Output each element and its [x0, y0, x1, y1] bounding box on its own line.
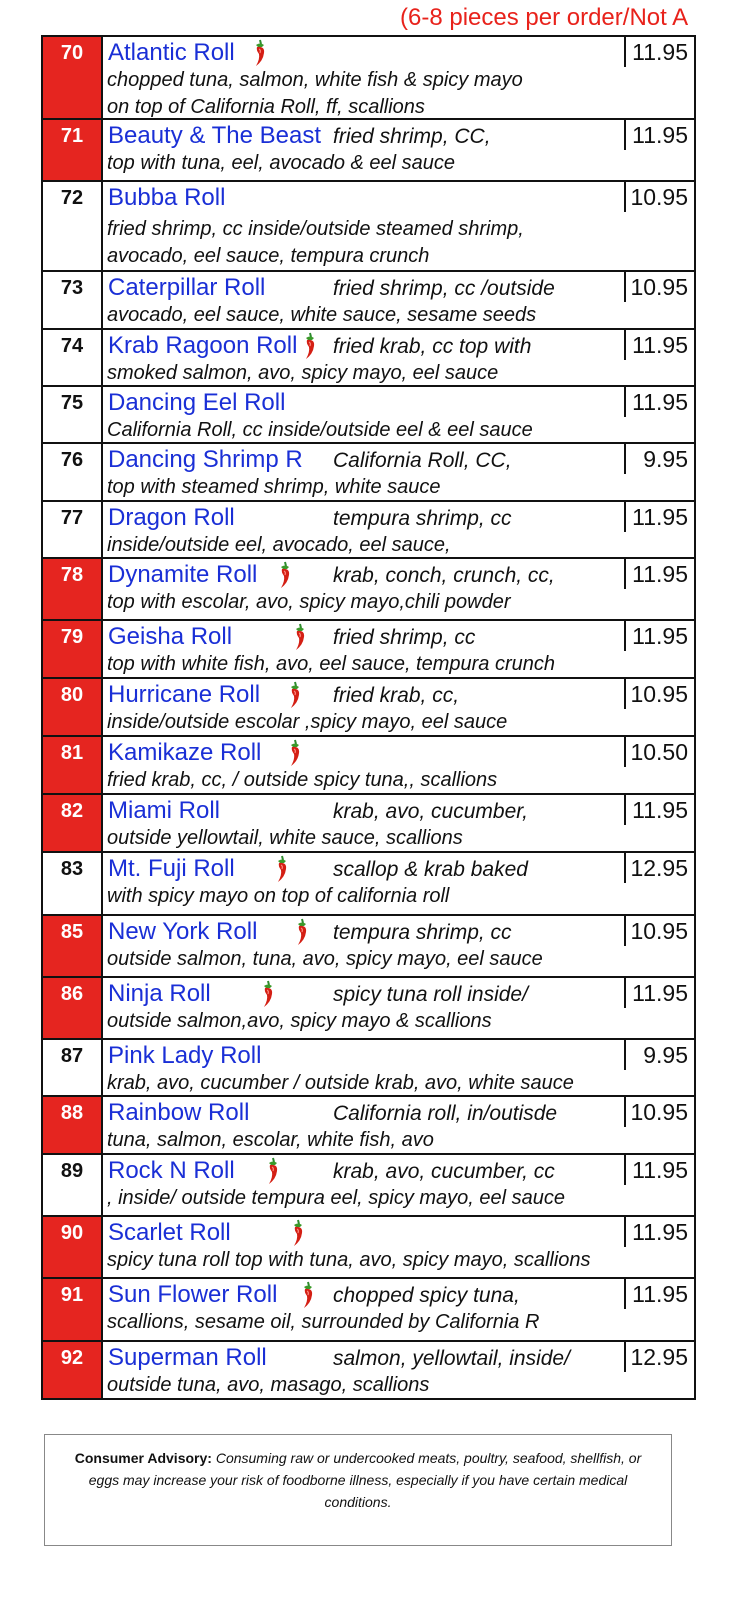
chili-pepper-icon [291, 623, 309, 651]
item-number: 72 [43, 182, 103, 270]
roll-price: 11.95 [624, 1217, 694, 1247]
roll-description: krab, avo, cucumber, cc [333, 1160, 555, 1183]
roll-description: krab, conch, crunch, cc, [333, 564, 555, 587]
menu-row [43, 387, 694, 444]
roll-name: Rock N Roll [108, 1157, 235, 1184]
roll-price: 11.95 [624, 502, 694, 532]
roll-description: fried shrimp, cc /outside [333, 277, 555, 300]
item-number: 78 [43, 559, 103, 619]
roll-name: Pink Lady Roll [108, 1042, 262, 1069]
roll-name: Superman Roll [108, 1344, 267, 1371]
roll-description-continued [107, 651, 694, 680]
item-number: 91 [43, 1279, 103, 1340]
menu-row [43, 272, 694, 330]
roll-price: 10.50 [624, 737, 694, 767]
menu-row [43, 182, 694, 272]
menu-row [43, 1155, 694, 1217]
roll-name: Atlantic Roll [108, 39, 235, 66]
roll-description-continued [107, 474, 694, 503]
description-line: outside tuna, avo, masago, scallions [107, 1374, 430, 1396]
advisory-label: Consumer Advisory: [74, 1450, 216, 1466]
roll-price: 11.95 [624, 978, 694, 1008]
item-number: 73 [43, 272, 103, 328]
menu-row [43, 37, 694, 120]
roll-name: Scarlet Roll [108, 1219, 231, 1246]
roll-description-continued [107, 825, 694, 854]
menu-row [43, 1217, 694, 1279]
roll-price: 10.95 [624, 679, 694, 709]
roll-price: 9.95 [624, 444, 694, 474]
menu-row [43, 120, 694, 182]
menu-row [43, 1279, 694, 1342]
consumer-advisory [44, 1434, 672, 1546]
roll-price: 12.95 [624, 1342, 694, 1372]
item-number: 85 [43, 916, 103, 976]
description-line: fried krab, cc, / outside spicy tuna,, scallions [107, 769, 498, 791]
description-line: top with tuna, eel, avocado & eel sauce [107, 152, 456, 174]
menu-row [43, 559, 694, 621]
order-note: (6-8 pieces per order/Not A [400, 4, 689, 31]
item-number: 74 [43, 330, 103, 385]
item-number: 88 [43, 1097, 103, 1153]
item-number: 92 [43, 1342, 103, 1398]
roll-description-continued [107, 883, 694, 912]
roll-price: 11.95 [624, 330, 694, 360]
roll-price: 10.95 [624, 182, 694, 212]
description-line: outside salmon, tuna, avo, spicy mayo, eel sauce [107, 948, 543, 970]
roll-description-continued [107, 212, 694, 272]
menu-row [43, 330, 694, 387]
item-number: 76 [43, 444, 103, 500]
chili-pepper-icon [299, 1281, 317, 1309]
roll-description-continued [107, 302, 694, 331]
chili-pepper-icon [251, 39, 269, 67]
roll-description: chopped spicy tuna, [333, 1284, 520, 1307]
chili-pepper-icon [286, 739, 304, 767]
roll-name: Dancing Eel Roll [108, 389, 286, 416]
menu-row [43, 679, 694, 737]
description-line: California Roll, cc inside/outside eel & eel sauce [107, 419, 533, 441]
roll-name: Beauty & The Beast [108, 122, 322, 149]
roll-description: krab, avo, cucumber, [333, 800, 528, 823]
description-line: with spicy mayo on top of california roll [107, 885, 450, 907]
item-number: 70 [43, 37, 103, 118]
chili-pepper-icon [259, 980, 277, 1008]
roll-description-continued [107, 767, 694, 796]
roll-name: Geisha Roll [108, 623, 233, 650]
chili-pepper-icon [264, 1157, 282, 1185]
menu-row [43, 978, 694, 1040]
menu-row [43, 1040, 694, 1097]
roll-price: 12.95 [624, 853, 694, 883]
roll-price: 11.95 [624, 795, 694, 825]
roll-name: Dancing Shrimp R [108, 446, 303, 473]
roll-description-continued [107, 360, 694, 389]
chili-pepper-icon [276, 561, 294, 589]
roll-price: 11.95 [624, 1155, 694, 1185]
chili-pepper-icon [293, 918, 311, 946]
roll-description: tempura shrimp, cc [333, 507, 512, 530]
roll-description: scallop & krab baked [333, 858, 528, 881]
roll-description: fried krab, cc top with [333, 335, 532, 358]
roll-description-continued [107, 1127, 694, 1156]
chili-pepper-icon [289, 1219, 307, 1247]
roll-price: 11.95 [624, 1279, 694, 1309]
description-line: inside/outside eel, avocado, eel sauce, [107, 534, 451, 556]
item-number: 89 [43, 1155, 103, 1215]
roll-description-continued [107, 1070, 694, 1099]
menu-row [43, 444, 694, 502]
roll-price: 11.95 [624, 37, 694, 67]
description-line: top with white fish, avo, eel sauce, tempura crunch [107, 653, 556, 675]
menu-table [41, 35, 696, 1400]
menu-row [43, 916, 694, 978]
roll-name: Mt. Fuji Roll [108, 855, 235, 882]
roll-name: Miami Roll [108, 797, 221, 824]
roll-price: 11.95 [624, 120, 694, 150]
roll-name: Kamikaze Roll [108, 739, 262, 766]
roll-description-continued [107, 946, 694, 975]
roll-price: 9.95 [624, 1040, 694, 1070]
description-line: , inside/ outside tempura eel, spicy mayo, eel sauce [107, 1187, 566, 1209]
description-line: scallions, sesame oil, surrounded by California R [107, 1311, 540, 1333]
roll-price: 11.95 [624, 621, 694, 651]
item-number: 81 [43, 737, 103, 793]
menu-row [43, 502, 694, 559]
item-number: 83 [43, 853, 103, 914]
item-number: 77 [43, 502, 103, 557]
item-number: 86 [43, 978, 103, 1038]
roll-description-continued [107, 1372, 694, 1401]
roll-name: Bubba Roll [108, 184, 226, 211]
roll-price: 11.95 [624, 559, 694, 589]
description-line: top with steamed shrimp, white sauce [107, 476, 441, 498]
roll-description: tempura shrimp, cc [333, 921, 512, 944]
menu-row [43, 795, 694, 853]
roll-price: 10.95 [624, 916, 694, 946]
roll-description-continued [107, 709, 694, 738]
roll-description: fried shrimp, cc [333, 626, 476, 649]
item-number: 80 [43, 679, 103, 735]
description-line: tuna, salmon, escolar, white fish, avo [107, 1129, 434, 1151]
menu-row [43, 737, 694, 795]
roll-name: Dragon Roll [108, 504, 235, 531]
menu-row [43, 621, 694, 679]
roll-description-continued [107, 67, 694, 123]
menu-row [43, 1342, 694, 1400]
item-number: 71 [43, 120, 103, 180]
description-line: top with escolar, avo, spicy mayo,chili powder [107, 591, 511, 613]
advisory-text: Consuming raw or undercooked meats, poultry, seafood, shellfish, or eggs may increase your risk of foodborne illness, especially if you have certain medical conditions. [88, 1450, 642, 1510]
menu-row [43, 1097, 694, 1155]
roll-name: Rainbow Roll [108, 1099, 250, 1126]
description-line: avocado, eel sauce, white sauce, sesame seeds [107, 304, 537, 326]
roll-price: 11.95 [624, 387, 694, 417]
chili-pepper-icon [301, 332, 319, 360]
description-line: outside yellowtail, white sauce, scallions [107, 827, 463, 849]
roll-name: Sun Flower Roll [108, 1281, 278, 1308]
description-line: on top of California Roll, ff, scallions [107, 96, 425, 118]
roll-description: California Roll, CC, [333, 449, 512, 472]
roll-description: fried krab, cc, [333, 684, 460, 707]
roll-price: 10.95 [624, 272, 694, 302]
roll-name: Ninja Roll [108, 980, 211, 1007]
roll-name: Krab Ragoon Roll [108, 332, 298, 359]
description-line: krab, avo, cucumber / outside krab, avo, white sauce [107, 1072, 574, 1094]
roll-name: Caterpillar Roll [108, 274, 266, 301]
description-line: chopped tuna, salmon, white fish & spicy mayo [107, 69, 523, 91]
roll-description: salmon, yellowtail, inside/ [333, 1347, 570, 1370]
roll-description-continued [107, 417, 694, 446]
item-number: 79 [43, 621, 103, 677]
item-number: 90 [43, 1217, 103, 1277]
description-line: inside/outside escolar ,spicy mayo, eel sauce [107, 711, 508, 733]
chili-pepper-icon [273, 855, 291, 883]
roll-name: Hurricane Roll [108, 681, 261, 708]
description-line: spicy tuna roll top with tuna, avo, spicy mayo, scallions [107, 1249, 591, 1271]
roll-description-continued [107, 532, 694, 561]
chili-pepper-icon [286, 681, 304, 709]
roll-description-continued [107, 1008, 694, 1037]
roll-description-continued [107, 1309, 694, 1338]
description-line: fried shrimp, cc inside/outside steamed shrimp, [107, 218, 524, 240]
menu-row [43, 853, 694, 916]
description-line: outside salmon,avo, spicy mayo & scallions [107, 1010, 492, 1032]
roll-description-continued [107, 150, 694, 179]
roll-name: Dynamite Roll [108, 561, 258, 588]
roll-description: California roll, in/outisde [333, 1102, 558, 1125]
item-number: 75 [43, 387, 103, 442]
description-line: smoked salmon, avo, spicy mayo, eel sauce [107, 362, 499, 384]
roll-description-continued [107, 1247, 694, 1276]
roll-description: fried shrimp, CC, [333, 125, 491, 148]
roll-description: spicy tuna roll inside/ [333, 983, 528, 1006]
roll-price: 10.95 [624, 1097, 694, 1127]
roll-description-continued [107, 589, 694, 618]
roll-description-continued [107, 1185, 694, 1214]
description-line: avocado, eel sauce, tempura crunch [107, 245, 430, 267]
item-number: 82 [43, 795, 103, 851]
item-number: 87 [43, 1040, 103, 1095]
roll-name: New York Roll [108, 918, 258, 945]
